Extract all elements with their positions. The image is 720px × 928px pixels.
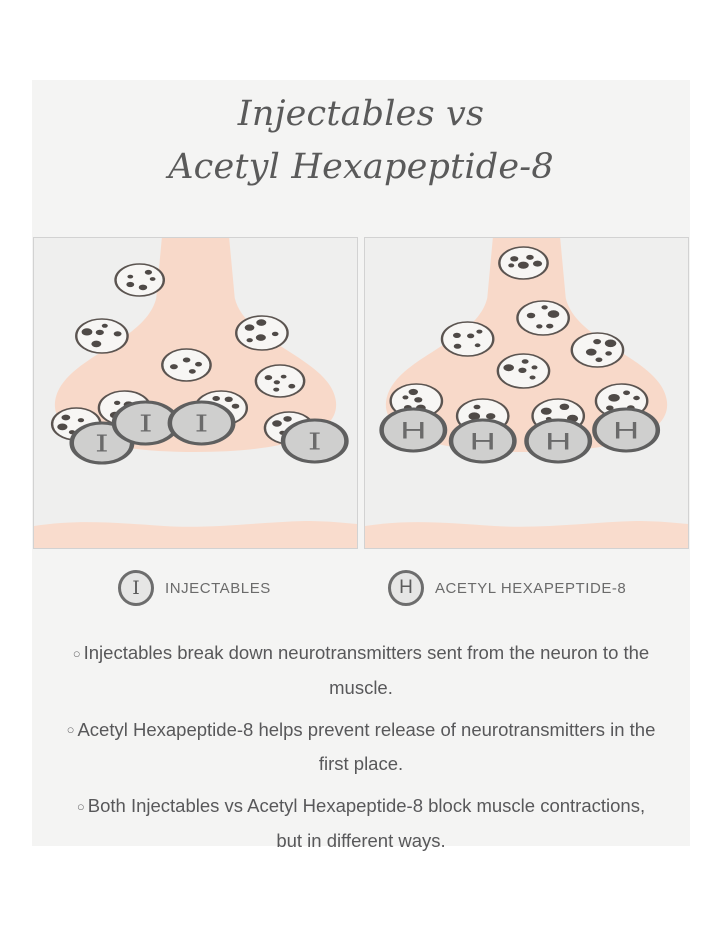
vesicle-dot <box>272 420 282 426</box>
bullet-list <box>56 636 666 866</box>
vesicle <box>236 316 287 350</box>
injectables-badge-icon: I <box>118 570 154 606</box>
vesicle-dot <box>560 404 570 410</box>
vesicle-dot <box>96 330 104 335</box>
badge-letter: H <box>400 416 427 445</box>
legend-label-acetyl-hexapeptide: ACETYL HEXAPEPTIDE-8 <box>435 579 627 597</box>
vesicle-dot <box>541 305 547 309</box>
vesicle-dot <box>183 358 191 363</box>
page-title-line-2: Acetyl Hexapeptide-8 <box>168 147 554 187</box>
legend-label-injectables: INJECTABLES <box>165 579 271 597</box>
bullet-item-1 <box>56 636 666 705</box>
vesicle-circle <box>116 264 164 296</box>
vesicle-dot <box>605 351 612 355</box>
vesicle-dot <box>518 262 529 269</box>
legend-item-acetyl-hexapeptide <box>388 570 626 606</box>
vesicle-circle <box>442 322 493 356</box>
vesicle-dot <box>402 395 408 399</box>
vesicle-dot <box>281 375 287 379</box>
vesicle <box>499 247 547 279</box>
vesicle-dot <box>127 275 133 279</box>
badge-letter: I <box>138 410 153 437</box>
vesicle-dot <box>245 324 255 330</box>
vesicle-dot <box>57 424 67 431</box>
vesicle-dot <box>232 404 240 409</box>
vesicle-dot <box>265 375 273 380</box>
bullet-marker-icon: ○ <box>76 798 85 814</box>
molecule-badge-h <box>382 409 445 451</box>
vesicle-dot <box>454 344 462 349</box>
legend-item-injectables <box>118 570 271 606</box>
vesicle-circle <box>256 365 304 397</box>
badge-letter: I <box>307 428 322 455</box>
badge-letter: H <box>613 416 640 445</box>
vesicle-dot <box>256 334 266 341</box>
vesicle <box>498 354 549 388</box>
vesicle-dot <box>414 397 422 402</box>
acetyl-hexapeptide-badge-icon: H <box>388 570 424 606</box>
vesicle-dot <box>623 391 630 396</box>
injectables-diagram <box>34 238 357 548</box>
vesicle-dot <box>605 340 616 348</box>
muscle-membrane <box>34 521 357 548</box>
muscle-membrane <box>365 521 688 548</box>
diagram-panels <box>33 237 689 549</box>
vesicle-dot <box>274 380 280 384</box>
vesicle-circle <box>572 333 623 367</box>
vesicle-dot <box>283 416 291 422</box>
vesicle-dot <box>170 364 178 369</box>
vesicle-dot <box>409 389 418 395</box>
vesicle-dot <box>212 396 220 401</box>
vesicle-dot <box>272 332 279 336</box>
vesicle <box>256 365 304 397</box>
molecule-badge-i <box>170 402 233 444</box>
vesicle-dot <box>536 324 542 328</box>
vesicle-dot <box>476 330 482 334</box>
molecule-badge-h <box>451 420 514 462</box>
bullet-marker-icon: ○ <box>72 645 81 661</box>
vesicle-dot <box>510 256 518 261</box>
vesicle-dot <box>518 368 526 373</box>
infographic-card <box>32 80 690 851</box>
vesicle-dot <box>247 338 253 342</box>
vesicle-dot <box>530 376 536 380</box>
vesicle-dot <box>61 415 70 421</box>
badge-letter: H <box>469 427 496 456</box>
vesicle-dot <box>474 405 481 410</box>
vesicle-dot <box>633 396 640 400</box>
vesicle-dot <box>102 324 108 328</box>
molecule-badge-h <box>527 420 590 462</box>
bullet-marker-icon: ○ <box>66 722 75 737</box>
vesicle-dot <box>486 413 495 419</box>
vesicle <box>162 349 210 381</box>
vesicle-dot <box>548 310 559 318</box>
vesicle-dot <box>531 365 537 369</box>
vesicle-dot <box>150 277 156 281</box>
vesicle-dot <box>114 331 122 336</box>
vesicle <box>517 301 568 335</box>
badge-letter: I <box>95 430 109 457</box>
vesicle-dot <box>541 408 552 415</box>
badge-letter: H <box>545 427 572 456</box>
vesicle-dot <box>126 282 134 287</box>
vesicle-dot <box>145 270 152 275</box>
vesicle-dot <box>503 364 514 371</box>
injectables-panel <box>33 237 358 549</box>
vesicle-dot <box>82 328 93 335</box>
legend <box>32 570 690 616</box>
vesicle-dot <box>114 401 120 405</box>
vesicle-dot <box>527 313 535 319</box>
vesicle-dot <box>586 349 597 356</box>
bullet-item-3 <box>56 789 666 858</box>
vesicle-dot <box>508 263 514 267</box>
acetyl-hexapeptide-diagram <box>365 238 688 548</box>
vesicle-dot <box>273 388 279 392</box>
vesicle-dot <box>195 362 202 367</box>
vesicle-dot <box>453 333 461 338</box>
bullet-item-2 <box>56 713 666 782</box>
vesicle-dot <box>475 343 481 347</box>
vesicle-dot <box>78 418 84 422</box>
vesicle-dot <box>533 261 542 267</box>
vesicle-dot <box>595 358 602 363</box>
vesicle <box>116 264 164 296</box>
vesicle <box>76 319 127 353</box>
vesicle-dot <box>256 319 266 326</box>
vesicle-dot <box>546 324 553 329</box>
vesicle-circle <box>76 319 127 353</box>
bullet-text-1: Injectables break down neurotransmitters sent from the neuron to the muscle. <box>83 642 650 698</box>
vesicle-dot <box>189 369 196 374</box>
vesicle-dot <box>522 359 529 364</box>
molecule-badge-h <box>594 409 657 451</box>
vesicle-dot <box>467 334 474 339</box>
molecule-badge-i <box>283 420 346 462</box>
vesicle <box>572 333 623 367</box>
vesicle-circle <box>162 349 210 381</box>
badge-letter: I <box>194 410 209 437</box>
vesicle-dot <box>139 285 147 291</box>
vesicle-dot <box>608 394 619 402</box>
bullet-text-2: Acetyl Hexapeptide-8 helps prevent release of neurotransmitters in the first place. <box>77 718 656 774</box>
vesicle-dot <box>225 397 233 402</box>
vesicle <box>442 322 493 356</box>
page-title <box>32 88 690 194</box>
vesicle-dot <box>91 341 101 348</box>
bullet-text-3: Both Injectables vs Acetyl Hexapeptide-8 block muscle contractions, but in different ways. <box>87 795 646 851</box>
page-title-line-1: Injectables vs <box>237 94 485 134</box>
vesicle-dot <box>288 384 295 389</box>
acetyl-hexapeptide-panel <box>364 237 689 549</box>
vesicle-dot <box>526 255 534 260</box>
vesicle-dot <box>593 339 601 344</box>
